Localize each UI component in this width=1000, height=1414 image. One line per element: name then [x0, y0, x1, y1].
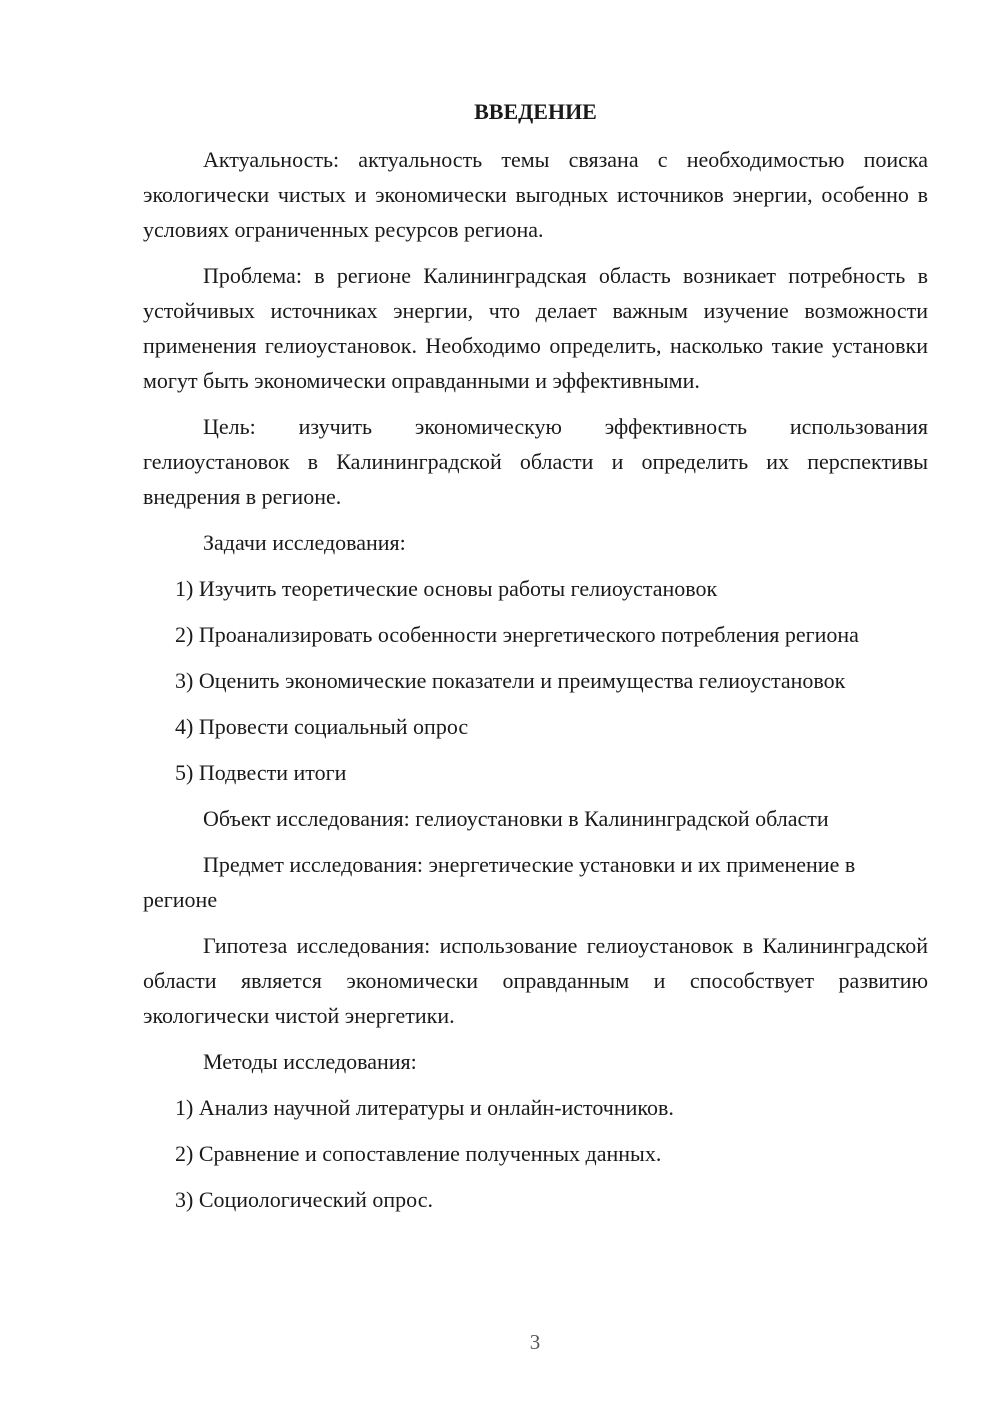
paragraph-relevance: Актуальность: актуальность темы связана с необходимостью поиска экологически чистых и экономически выгодных источников энергии, особенно в условиях ограниченных ресурсов региона. [143, 147, 928, 242]
task-item-3: 3) Оценить экономические показатели и преимущества гелиоустановок [175, 668, 846, 693]
paragraph-goal: Цель: изучить экономическую эффективность использования гелиоустановок в Калининградской области и определить их перспективы внедрения в регионе. [143, 414, 928, 509]
task-item-1: 1) Изучить теоретические основы работы гелиоустановок [175, 576, 718, 601]
method-item-2: 2) Сравнение и сопоставление полученных данных. [175, 1141, 662, 1166]
document-title: ВВЕДЕНИЕ [474, 99, 597, 124]
tasks-heading: Задачи исследования: [203, 530, 406, 555]
paragraph-subject: Предмет исследования: энергетические установки и их применение в регионе [143, 852, 856, 912]
task-item-5: 5) Подвести итоги [175, 760, 347, 785]
method-item-1: 1) Анализ научной литературы и онлайн-источников. [175, 1095, 674, 1120]
page-number: 3 [529, 1330, 541, 1354]
paragraph-problem: Проблема: в регионе Калининградская область возникает потребность в устойчивых источниках энергии, что делает важным изучение возможности применения гелиоустановок. Необходимо определить, насколько такие установки могут быть экономически оправданными и эффективными. [143, 263, 928, 393]
task-item-4: 4) Провести социальный опрос [175, 714, 469, 739]
paragraph-object: Объект исследования: гелиоустановки в Калининградской области [203, 806, 829, 831]
paragraph-hypothesis: Гипотеза исследования: использование гелиоустановок в Калининградской области является экономически оправданным и способствует развитию экологически чистой энергетики. [143, 933, 928, 1028]
method-item-3: 3) Социологический опрос. [175, 1187, 433, 1212]
methods-heading: Методы исследования: [203, 1049, 417, 1074]
task-item-2: 2) Проанализировать особенности энергетического потребления региона [175, 622, 859, 647]
document-body [143, 94, 928, 1228]
